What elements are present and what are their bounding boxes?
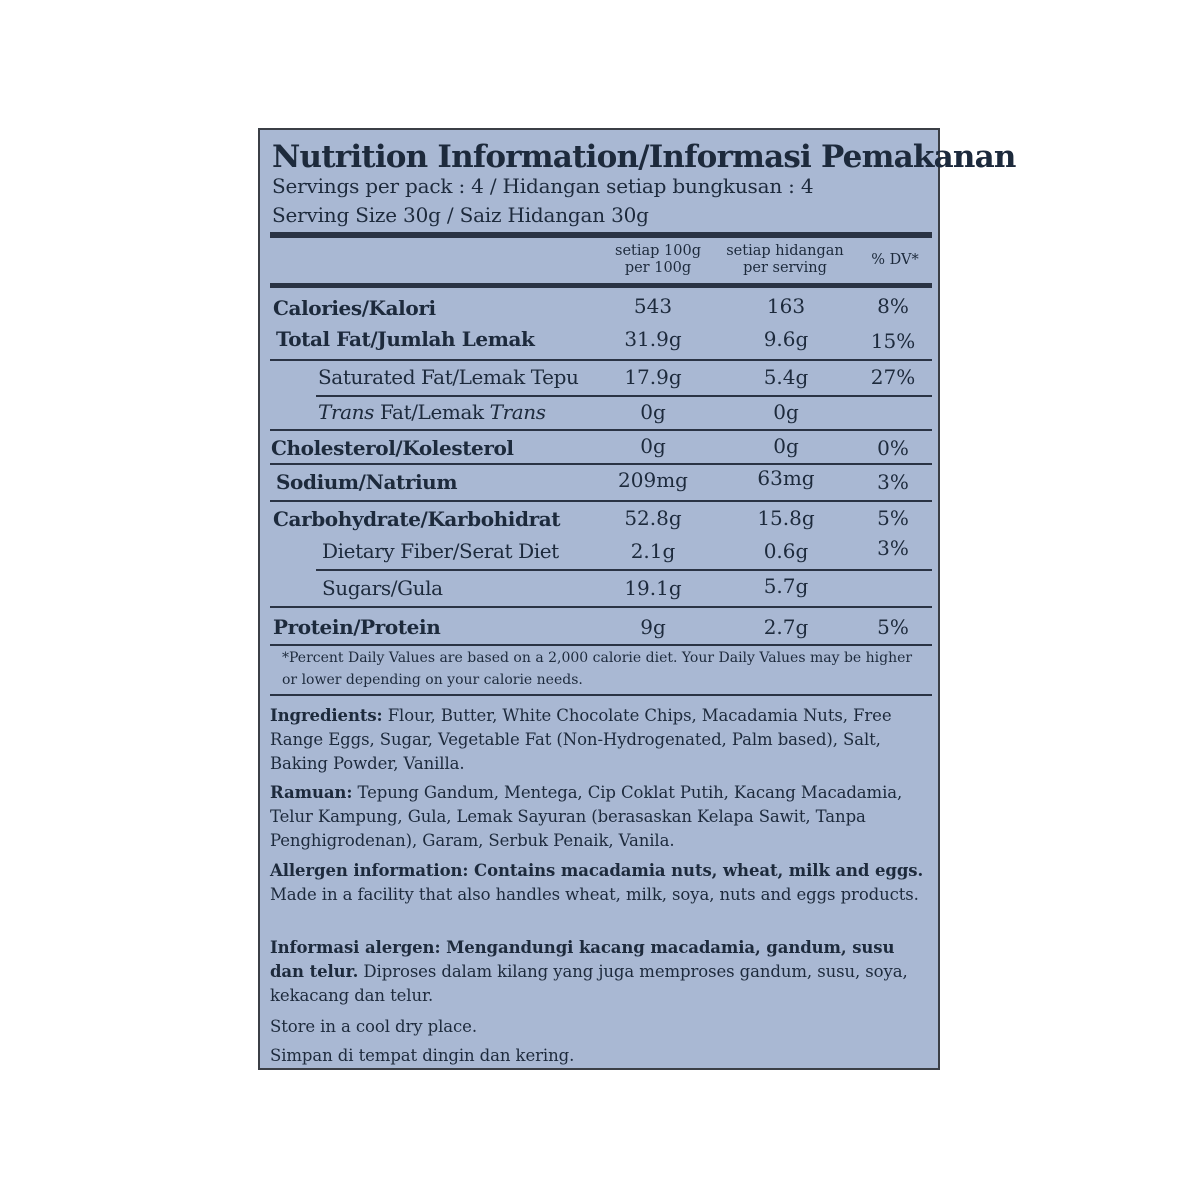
nutrient-label: Calories/Kalori bbox=[273, 296, 436, 320]
nutrient-label bbox=[318, 402, 546, 422]
nutrient-label: Dietary Fiber/Serat Diet bbox=[322, 539, 559, 563]
value-perserving: 5.7g bbox=[763, 574, 809, 598]
row-divider bbox=[270, 500, 932, 502]
storage-ms: Simpan di tempat dingin dan kering. bbox=[270, 1046, 575, 1065]
value-dv: 15% bbox=[870, 329, 916, 353]
value-perserving: 63mg bbox=[757, 466, 815, 490]
col-header-per100-line2: per 100g bbox=[624, 260, 692, 276]
value-perserving: 5.4g bbox=[763, 365, 809, 389]
row-divider bbox=[316, 569, 932, 571]
col-header-per100-line1: setiap 100g bbox=[615, 243, 701, 259]
value-per100: 17.9g bbox=[624, 365, 682, 389]
row-divider bbox=[270, 429, 932, 431]
trans-mid: Fat/Lemak bbox=[373, 400, 490, 424]
row-divider bbox=[270, 463, 932, 465]
nutrient-label: Sugars/Gula bbox=[322, 576, 443, 600]
ramuan-paragraph bbox=[270, 781, 932, 853]
nutrient-label: Cholesterol/Kolesterol bbox=[271, 436, 514, 460]
nutrient-label: Total Fat/Jumlah Lemak bbox=[276, 327, 535, 351]
servings-per-pack: Servings per pack : 4 / Hidangan setiap bungkusan : 4 bbox=[272, 174, 814, 198]
thick-divider bbox=[270, 232, 932, 238]
ramuan-text: Tepung Gandum, Mentega, Cip Coklat Putih, Kacang Macadamia, Telur Kampung, Gula, Lemak Sayuran (berasaskan Kelapa Sawit, Tanpa Penghigrodenan), Garam, Serbuk Penaik, Vanila. bbox=[270, 783, 903, 850]
col-header-perserving-line2: per serving bbox=[743, 260, 827, 276]
nutrient-label: Protein/Protein bbox=[273, 615, 441, 639]
nutrient-label: Sodium/Natrium bbox=[276, 470, 458, 494]
row-divider bbox=[270, 606, 932, 608]
value-perserving: 0.6g bbox=[763, 539, 809, 563]
allergen-ms-text: Diproses dalam kilang yang juga memproses gandum, susu, soya, kekacang dan telur. bbox=[270, 962, 908, 1005]
label-title: Nutrition Information/Informasi Pemakanan bbox=[272, 139, 1016, 175]
value-per100: 9g bbox=[640, 615, 666, 639]
serving-size: Serving Size 30g / Saiz Hidangan 30g bbox=[272, 203, 649, 227]
value-per100: 31.9g bbox=[624, 327, 682, 351]
trans-italic: Trans bbox=[489, 400, 546, 424]
value-per100: 543 bbox=[633, 294, 673, 318]
value-per100: 52.8g bbox=[624, 506, 682, 530]
ingredients-text: Flour, Butter, White Chocolate Chips, Macadamia Nuts, Free Range Eggs, Sugar, Vegetable Fat (Non-Hydrogenated, Palm based), Salt, Baking Powder, Vanilla. bbox=[270, 706, 892, 773]
value-per100: 19.1g bbox=[624, 576, 682, 600]
value-dv: 8% bbox=[877, 294, 909, 318]
value-dv: 5% bbox=[877, 506, 909, 530]
allergen-en-bold: Allergen information: Contains macadamia nuts, wheat, milk and eggs. bbox=[270, 861, 924, 880]
ingredients-paragraph bbox=[270, 704, 932, 776]
value-per100: 209mg bbox=[618, 468, 688, 492]
value-dv: 3% bbox=[877, 470, 909, 494]
col-header-dv: % DV* bbox=[871, 252, 919, 268]
nutrient-label: Saturated Fat/Lemak Tepu bbox=[318, 365, 579, 389]
value-per100: 0g bbox=[640, 400, 666, 424]
value-perserving: 15.8g bbox=[757, 506, 815, 530]
dv-footnote: *Percent Daily Values are based on a 2,000 calorie diet. Your Daily Values may be higher or lower depending on your calorie needs. bbox=[282, 650, 913, 688]
value-perserving: 0g bbox=[773, 400, 799, 424]
storage-en: Store in a cool dry place. bbox=[270, 1017, 477, 1036]
thick-divider bbox=[270, 694, 932, 696]
nutrient-label: Carbohydrate/Karbohidrat bbox=[273, 507, 561, 531]
trans-italic: Trans bbox=[318, 400, 374, 424]
value-dv: 0% bbox=[877, 436, 909, 460]
allergen-en-paragraph bbox=[270, 859, 932, 907]
value-dv: 5% bbox=[877, 615, 909, 639]
row-divider bbox=[316, 395, 932, 397]
value-dv: 27% bbox=[870, 365, 916, 389]
col-header-perserving bbox=[716, 243, 854, 277]
col-header-per100 bbox=[606, 243, 710, 277]
nutrition-label-panel bbox=[258, 128, 1016, 1070]
allergen-ms-paragraph bbox=[270, 936, 932, 1008]
value-perserving: 0g bbox=[773, 434, 799, 458]
allergen-en-text: Made in a facility that also handles wheat, milk, soya, nuts and eggs products. bbox=[270, 885, 919, 904]
value-dv: 3% bbox=[877, 536, 909, 560]
value-per100: 2.1g bbox=[630, 539, 676, 563]
row-divider bbox=[270, 359, 932, 361]
value-per100: 0g bbox=[640, 434, 666, 458]
ingredients-label: Ingredients: bbox=[270, 706, 383, 725]
row-divider bbox=[270, 644, 932, 646]
value-perserving: 163 bbox=[766, 294, 806, 318]
allergen-ms-bold: Informasi alergen: Mengandungi kacang macadamia, gandum, susu dan telur. bbox=[270, 938, 895, 981]
value-perserving: 2.7g bbox=[763, 615, 809, 639]
thick-divider bbox=[270, 283, 932, 288]
ramuan-label: Ramuan: bbox=[270, 783, 353, 802]
value-perserving: 9.6g bbox=[763, 327, 809, 351]
col-header-perserving-line1: setiap hidangan bbox=[726, 243, 844, 259]
